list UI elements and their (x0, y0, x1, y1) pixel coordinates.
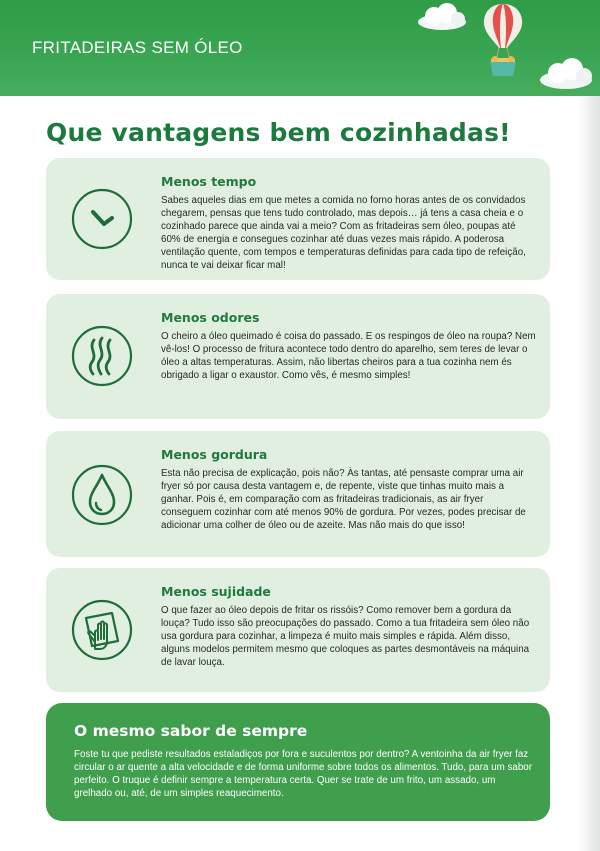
card-title: Menos odores (161, 310, 260, 325)
card-text: O que fazer ao óleo depois de fritar os rissóis? Como remover bem a gordura da louça? Tudo isso são preocupações do passado. Como a tua fritadeira sem óleo não usa gordura para cozinhar, a limpeza é muito mais simples e rápida. Além disso, alguns modelos permitem mesmo que coloques as partes desmontáveis na máquina de lavar louça. (161, 605, 530, 668)
flavor-highlight-box (46, 703, 550, 821)
benefit-card-time (46, 158, 550, 280)
header-banner (0, 0, 600, 96)
page-edge-shadow (578, 0, 600, 851)
benefit-card-odors (46, 294, 550, 419)
card-text: Esta não precisa de explicação, pois não? Às tantas, até pensaste comprar uma air fryer só por causa desta vantagem e, de repente, viste que tinhas muito mais a ganhar. Pois é, em comparação com as fritadeiras tradicionais, as air fryer conseguem cozinhar com até menos 90% de gordura. Por vezes, podes precisar de adicionar uma colher de óleo ou de azeite. Mas não mais do que isso! (161, 468, 526, 531)
card-title: Menos sujidade (161, 584, 271, 599)
header-title: FRITADEIRAS SEM ÓLEO (32, 38, 243, 57)
benefit-card-dirt (46, 568, 550, 692)
flavor-title: O mesmo sabor de sempre (74, 722, 308, 740)
benefit-card-fat (46, 431, 550, 557)
cloud-icon (414, 2, 470, 32)
card-title: Menos gordura (161, 447, 268, 462)
steam-odor-icon (68, 322, 136, 390)
clock-icon (68, 185, 136, 253)
page-headline: Que vantagens bem cozinhadas! (46, 118, 511, 147)
card-title: Menos tempo (161, 174, 257, 189)
hot-air-balloon-icon (480, 2, 526, 78)
card-text: O cheiro a óleo queimado é coisa do passado. E os respingos de óleo na roupa? Nem vê-los! O processo de fritura acontece todo dentro do aparelho, sem teres de levar o óleo a altas temperaturas. Assim, não libertas cheiros para a tua cozinha nem és obrigado a ligar o exaustor. Como vês, é mesmo simples! (161, 331, 536, 381)
hand-cleaning-cloth-icon (68, 596, 136, 664)
flavor-text: Foste tu que pediste resultados estaladiços por fora e suculentos por dentro? A ventoinha da air fryer faz circular o ar quente a alta velocidade e de forma uniforme sobre todos os alimentos. Tudo, para um sabor perfeito. O truque é definir sempre a temperatura certa. Quer se trate de um frito, um assado, um grelhado ou, até, de um simples reaquecimento. (74, 749, 532, 799)
oil-drop-icon (68, 461, 136, 529)
card-text: Sabes aqueles dias em que metes a comida no forno horas antes de os convidados chegarem, pensas que tens tudo controlado, mas depois… já tens a casa cheia e o cozinhado parece que ainda vai a meio? Com as fritadeiras sem óleo, poupas até 60% de energia e consegues cozinhar até duas vezes mais rápido. A poderosa ventilação quente, com tempos e temperaturas definidas para cada tipo de refeição, nunca te vai deixar ficar mal! (161, 195, 526, 271)
cloud-icon (536, 56, 596, 90)
